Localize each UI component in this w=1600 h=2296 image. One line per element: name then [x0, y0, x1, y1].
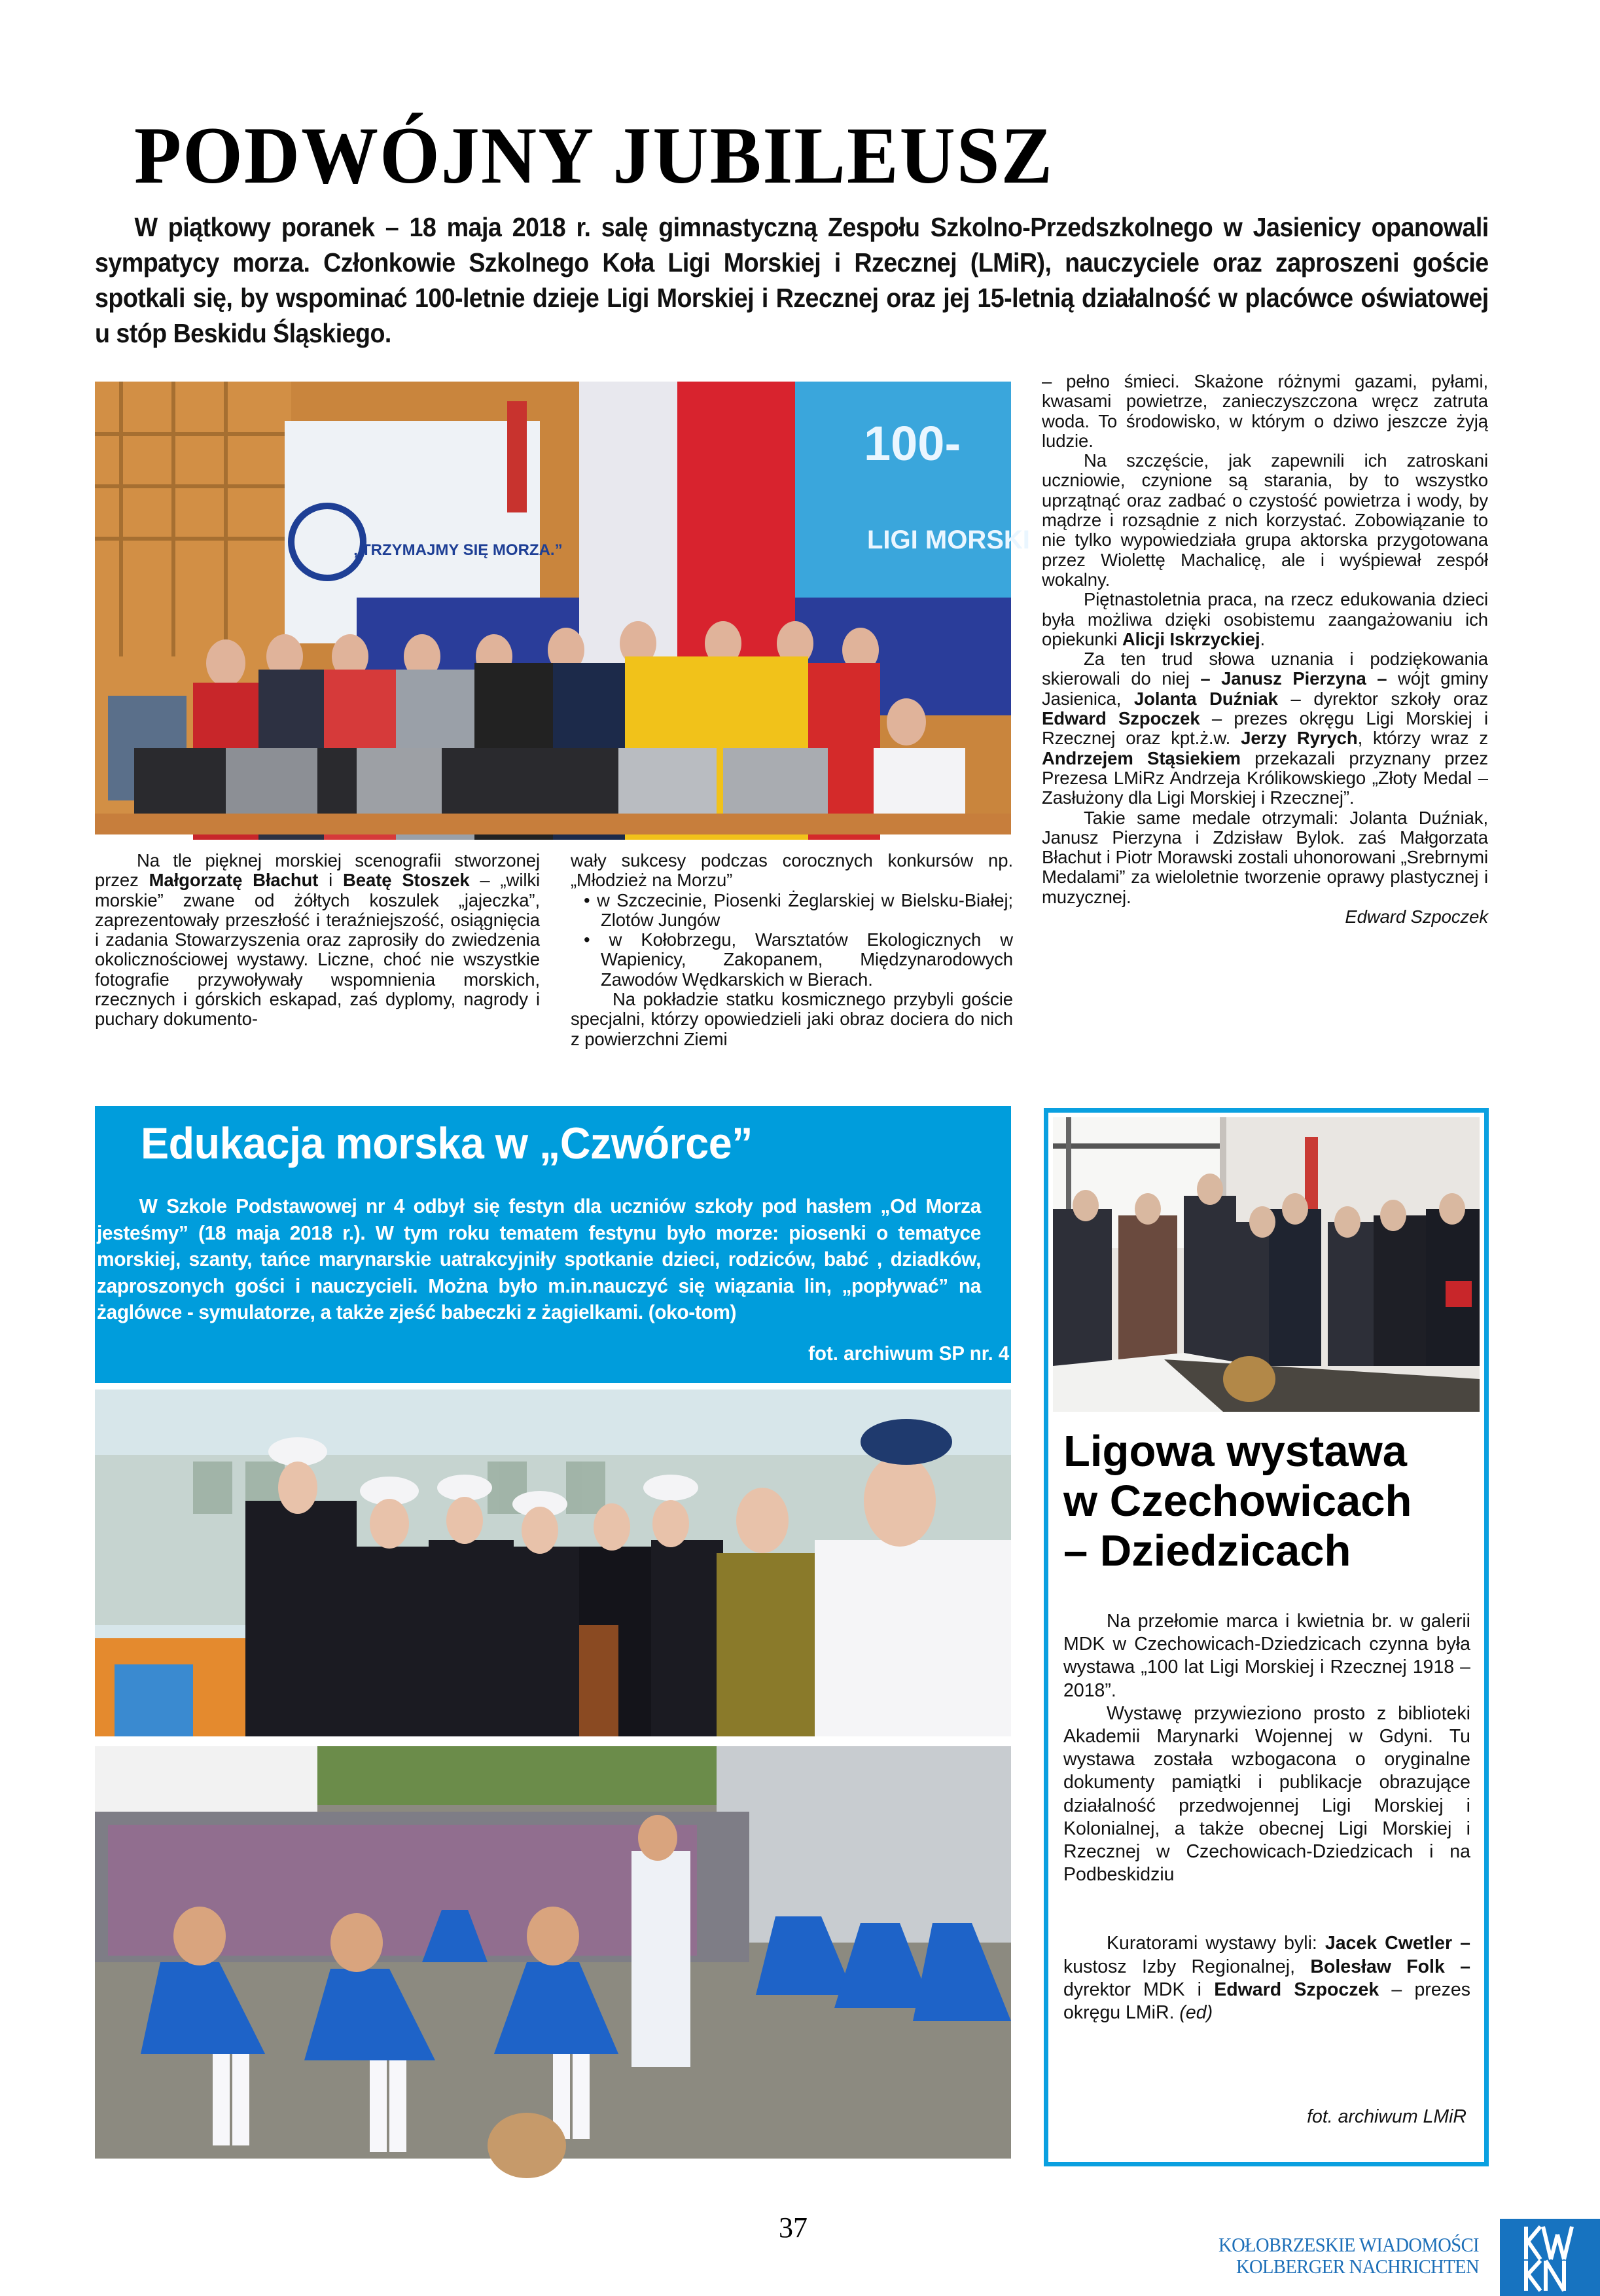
contest-list: [571, 891, 1013, 990]
blue-box-title: Edukacja morska w „Czwórce”: [141, 1119, 753, 1168]
bold-name: Edward Szpoczek: [1042, 708, 1200, 729]
text-run: Piętnastoletnia praca, na rzecz edukowania dzieci była możliwa dzięki osobistemu zaangażowaniu ich opiekunki: [1042, 589, 1488, 649]
article-column-right: [1042, 372, 1488, 927]
list-item: • w Kołobrzegu, Warsztatów Ekologicznych w Wapienicy, Zakopanem, Międzynarodowych Zawodów Wędkarskich w Bierach.: [571, 930, 1013, 990]
ceremony-photo: [1053, 1117, 1480, 1412]
bold-name: Andrzejem Stąsiekiem: [1042, 747, 1241, 768]
group-photo: [95, 382, 1030, 834]
text-run: Na tle pięknej morskiej scenografii stworzonej przez: [95, 850, 540, 891]
bold-name: – Janusz Pierzyna –: [1200, 668, 1387, 689]
author-initials: (ed): [1179, 2002, 1213, 2024]
text-run: .: [1260, 628, 1266, 649]
page-number: 37: [779, 2212, 808, 2244]
banner-text-ligi: LIGI MORSKI: [867, 526, 1030, 554]
paragraph: Na pokładzie statku kosmicznego przybyli goście specjalni, którzy opowiedzieli jaki obraz dociera do nich z powierzchni Ziemi: [571, 989, 1013, 1049]
bold-name: Jerzy Ryrych: [1241, 728, 1358, 749]
title-line: Ligowa wystawa: [1063, 1427, 1407, 1476]
bold-name: Bolesław Folk –: [1310, 1956, 1470, 1977]
list-item: • w Szczecinie, Piosenki Żeglarskiej w Bielsku-Białej; Zlotów Jungów: [571, 891, 1013, 931]
text-run: dyrektor MDK i: [1063, 1979, 1215, 2000]
article-column-left: [95, 851, 540, 1030]
author-signature: Edward Szpoczek: [1345, 906, 1488, 927]
publication-name-de: KOLBERGER NACHRICHTEN: [1236, 2255, 1479, 2278]
page-title: PODWÓJNY JUBILEUSZ: [134, 110, 1054, 201]
paragraph: Na szczęście, jak zapewnili ich zatroskani uczniowie, czynione są starania, by to wszystko uprzątnąć oraz zadbać o czystość powietrza i wody, by mądrze i rozsądnie z nich korzystać. Zobowiązanie to nie tylko wypowiedziała grupa aktorska przygotowana przez Wiolettę Machalicę, ale i wyśpiewał zespół wokalny.: [1042, 450, 1488, 590]
bold-name: Alicji Iskrzyckiej: [1122, 628, 1260, 649]
bold-name: Jolanta Duźniak: [1133, 688, 1278, 709]
text-run: – dyrektor szkoły oraz: [1277, 688, 1489, 709]
kwkn-logo: [1500, 2219, 1600, 2296]
text-run: , którzy wraz z: [1357, 728, 1488, 749]
lead-paragraph: W piątkowy poranek – 18 maja 2018 r. salę gimnastyczną Zespołu Szkolno-Przedszkolnego w Jasienicy opanowali sympatycy morza. Członkowie Szkolnego Koła Ligi Morskiej i Rzecznej (LMiR), nauczyciele oraz zaproszeni goście spotkali się, by wspominać 100-letnie dzieje Ligi Morskiej i Rzecznej oraz jej 15-letnią działalność w placówce oświatowej u stóp Beskidu Śląskiego.: [95, 212, 1489, 348]
text-run: kustosz Izby Regionalnej,: [1063, 1956, 1311, 1977]
sailors-photo: [95, 1390, 1011, 1736]
text-run: przekazali przyznany przez Prezesa LMiRz Andrzeja Królikowskiego „Złoty Medal – Zasłużony dla Ligi Morskiej i Rzecznej”.: [1042, 747, 1488, 808]
text-run: – prezes okręgu Ligi Morskiej i Rzecznej oraz kpt.ż.w.: [1042, 708, 1488, 749]
banner-text-morza: „TRZYMAJMY SIĘ MORZA.”: [353, 541, 563, 559]
framed-news-box: [1044, 1108, 1489, 2166]
framed-box-text: [1063, 1610, 1470, 2024]
paragraph: Na przełomie marca i kwietnia br. w galerii MDK w Czechowicach-Dziedzicach czynna była wystawa „100 lat Ligi Morskiej i Rzecznej 1918 – 2018”.: [1063, 1611, 1470, 1701]
blue-news-box: [95, 1106, 1011, 1383]
publication-name: [1166, 2234, 1479, 2277]
paragraph: Wystawę przywieziono prosto z biblioteki Akademii Marynarki Wojennej w Gdyni. Tu wystawa została wzbogacona o oryginalne dokumenty pamiątki i publikacje obrazujące działalność przedwojennej Ligi Morskiej i Kolonialnej, a także obecnej Ligi Morskiej i Rzecznej w Czechowicach-Dziedzicach i na Podbeskidziu: [1063, 1702, 1470, 1886]
paragraph: – pełno śmieci. Skażone różnymi gazami, pyłami, kwasami powietrze, zanieczyszczona wręcz zatruta woda. To środowisko, w którym o dziwo jeszcze żyją ludzie.: [1042, 371, 1488, 451]
photo-credit: fot. archiwum SP nr. 4: [808, 1342, 1009, 1365]
bold-name: Małgorzatę Błachut: [149, 870, 319, 891]
bold-name: Beatę Stoszek: [343, 870, 470, 891]
publication-name-pl: KOŁOBRZESKIE WIADOMOŚCI: [1218, 2233, 1479, 2256]
article-column-middle: [571, 851, 1013, 1049]
bold-name: Jacek Cwetler –: [1324, 1933, 1470, 1954]
title-line: – Dziedzicach: [1063, 1526, 1351, 1575]
text-run: Kuratorami wystawy byli:: [1107, 1933, 1325, 1954]
framed-box-title: [1063, 1427, 1482, 1576]
text-run: wójt gminy Jasienica,: [1042, 668, 1488, 709]
text-run: Za ten trud słowa uznania i podziękowania skierowali do niej: [1042, 649, 1488, 689]
blue-box-text: W Szkole Podstawowej nr 4 odbył się festyn dla uczniów szkoły pod hasłem „Od Morza jesteśmy” (18 maja 2018 r.). W tym roku tematem festynu było morze: piosenki o tematyce morskiej, szanty, tańce marynarskie uatrakcyjniły spotkanie dzieci, rodziców, babć , dziadków, zaproszonych gości i nauczycieli. Można było m.in.nauczyć się wiązania lin, „popływać” na żaglówce - symulatorze, a także zjeść babeczki z żagielkami. (oko-tom): [97, 1194, 981, 1323]
paragraph: wały sukcesy podczas corocznych konkursów np. „Młodzież na Morzu”: [571, 850, 1013, 891]
bold-name: Edward Szpoczek: [1214, 1979, 1379, 2000]
text-run: i: [318, 870, 344, 891]
text-run: – prezes okręgu LMiR.: [1063, 1979, 1470, 2024]
paragraph: Takie same medale otrzymali: Jolanta Duźniak, Janusz Pierzyna i Zdzisław Bylok. zaś Małgorzata Błachut i Piotr Morawski zostali uhonorowani „Srebrnymi Medalami” za wieloletnie tworzenie oprawy plastycznej i muzycznej.: [1042, 807, 1488, 907]
dancers-photo: [95, 1746, 1011, 2159]
banner-text-100: 100-: [864, 416, 961, 471]
text-run: – „wilki morskie” zwane od żółtych koszulek „jajeczka”, zaprezentowały przeszłość i teraźniejszość, osiągnięcia i zadania Stowarzyszenia oraz zaprosiły do zwiedzenia okolicznościowej wystawy. Liczne, choć nie wszystkie fotografie przywoływały wspomnienia morskich, rzecznych i górskich eskapad, zaś dyplomy, nagrody i puchary dokumento-: [95, 870, 540, 1030]
photo-credit: fot. archiwum LMiR: [1307, 2106, 1467, 2127]
title-line: w Czechowicach: [1063, 1477, 1412, 1526]
